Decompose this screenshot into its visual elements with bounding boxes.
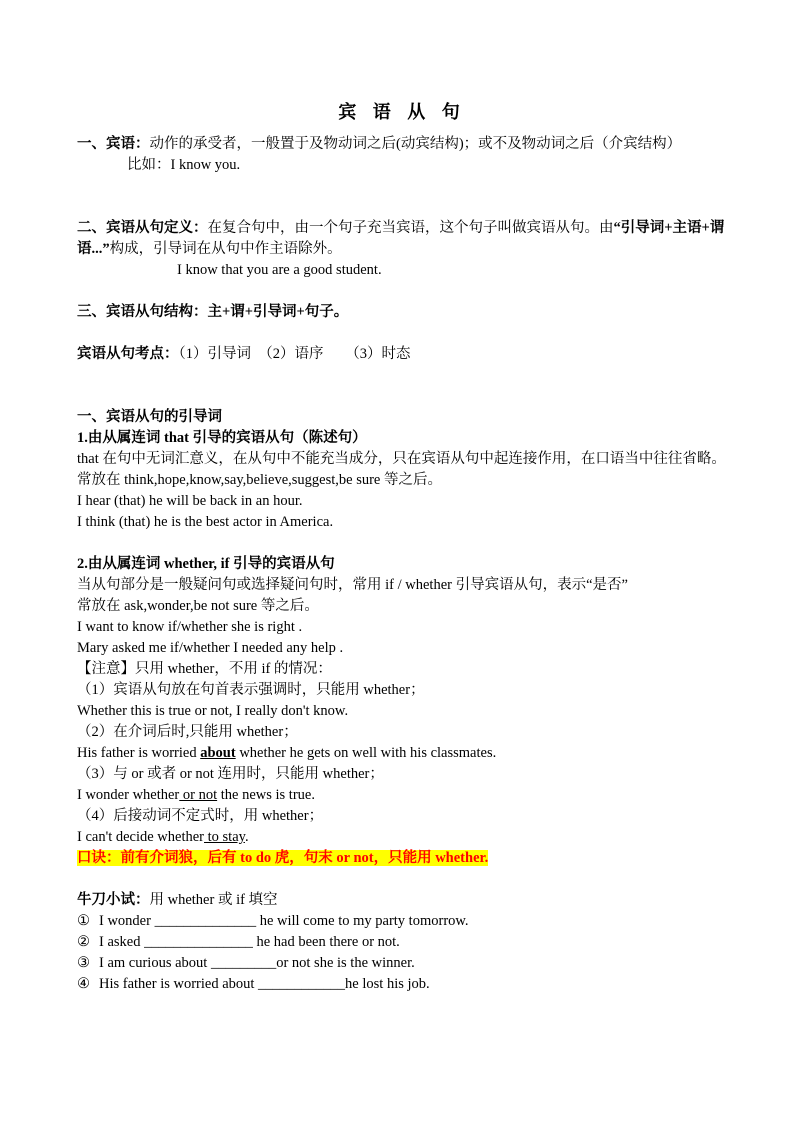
section-1-body: 动作的承受者，一般置于及物动词之后(动宾结构)；或不及物动词之后（介宾结构） — [149, 136, 682, 152]
mnemonic-line — [77, 848, 727, 869]
note-3-example-a: I wonder whether — [77, 787, 180, 803]
page-title: 宾 语 从 句 — [338, 102, 466, 122]
note-4-example-a: I can't decide whether — [77, 829, 205, 845]
note-2: （2）在介词后时,只能用 whether； — [77, 724, 298, 740]
sub-2-heading: 2.由从属连词 whether, if 引导的宾语从句 — [77, 556, 335, 572]
sub-2-example-1: I want to know if/whether she is right . — [77, 619, 303, 635]
exercise-instructions: 用 whether 或 if 填空 — [149, 892, 278, 908]
exercise-head: 牛刀小试： — [77, 892, 150, 908]
part-1-heading: 一、宾语从句的引导词 — [77, 409, 222, 425]
exercise-item-number: ③ — [77, 955, 90, 971]
sub-1-line-2: 常放在 think,hope,know,say,believe,suggest,be sure 等之后。 — [77, 472, 442, 488]
section-2-body2: 构成，引导词在从句中作主语除外。 — [109, 241, 342, 257]
exercise-item — [77, 953, 727, 974]
exercise-heading — [77, 890, 727, 911]
note-2-example — [77, 743, 727, 764]
section-1 — [77, 134, 727, 155]
section-1-head: 一、宾语： — [77, 136, 150, 152]
note-3-example-c: the news is true. — [217, 787, 315, 803]
section-2-head: 二、宾语从句定义： — [77, 220, 208, 236]
exercise-item-number: ④ — [77, 976, 90, 992]
exam-points-items: （1）引导词 （2）语序 （3）时态 — [178, 346, 411, 362]
exercise-item-text: I wonder ______________ he will come to my party tomorrow. — [99, 913, 469, 929]
note-3-example-underlined: or not — [179, 787, 218, 803]
section-1-example: 比如：I know you. — [127, 157, 241, 173]
exam-points-head: 宾语从句考点： — [77, 346, 179, 362]
section-2-bold: “引导词+主语+谓语...” — [77, 220, 725, 257]
note-3-example — [77, 785, 727, 806]
section-2-body1: 在复合句中，由一个句子充当宾语，这个句子叫做宾语从句。由 — [207, 220, 614, 236]
exercise-item-number: ① — [77, 913, 90, 929]
section-2 — [77, 218, 727, 260]
note-1-example: Whether this is true or not, I really don't know. — [77, 703, 349, 719]
exercise-item-text: I am curious about _________or not she is the winner. — [99, 955, 415, 971]
sub-2-line-1: 当从句部分是一般疑问句或选择疑问句时，常用 if / whether 引导宾语从句，表示“是否” — [77, 577, 628, 593]
note-1: （1）宾语从句放在句首表示强调时，只能用 whether； — [77, 682, 425, 698]
sub-1-example-1: I hear (that) he will be back in an hour. — [77, 493, 303, 509]
note-heading: 【注意】只用 whether，不用 if 的情况： — [77, 661, 332, 677]
sub-1-heading: 1.由从属连词 that 引导的宾语从句（陈述句） — [77, 430, 367, 446]
exercise-item-text: His father is worried about ____________he lost his job. — [99, 976, 430, 992]
note-2-example-underlined: about — [200, 745, 236, 761]
sub-2-example-2: Mary asked me if/whether I needed any help . — [77, 640, 344, 656]
note-4: （4）后接动词不定式时，用 whether； — [77, 808, 324, 824]
sub-2-line-2: 常放在 ask,wonder,be not sure 等之后。 — [77, 598, 319, 614]
sub-1-example-2: I think (that) he is the best actor in America. — [77, 514, 334, 530]
exercise-item-number: ② — [77, 934, 90, 950]
note-3: （3）与 or 或者 or not 连用时，只能用 whether； — [77, 766, 384, 782]
note-2-example-a: His father is worried — [77, 745, 201, 761]
mnemonic-highlight: 口诀：前有介词狼，后有 to do 虎，句末 or not，只能用 whether. — [77, 850, 489, 866]
exercise-item — [77, 974, 727, 995]
note-4-example-c: . — [244, 829, 249, 845]
document-page — [77, 98, 727, 995]
note-4-example-underlined: to stay — [204, 829, 245, 845]
sub-1-line-1: that 在句中无词汇意义，在从句中不能充当成分，只在宾语从句中起连接作用，在口语当中往往省略。 — [77, 451, 726, 467]
note-2-example-c: whether he gets on well with his classmates. — [235, 745, 497, 761]
section-3: 三、宾语从句结构：主+谓+引导词+句子。 — [77, 304, 349, 320]
exercise-item — [77, 932, 727, 953]
exam-points — [77, 344, 727, 365]
exercise-item — [77, 911, 727, 932]
section-2-example: I know that you are a good student. — [177, 262, 382, 278]
exercise-item-text: I asked _______________ he had been there or not. — [99, 934, 400, 950]
note-4-example — [77, 827, 727, 848]
